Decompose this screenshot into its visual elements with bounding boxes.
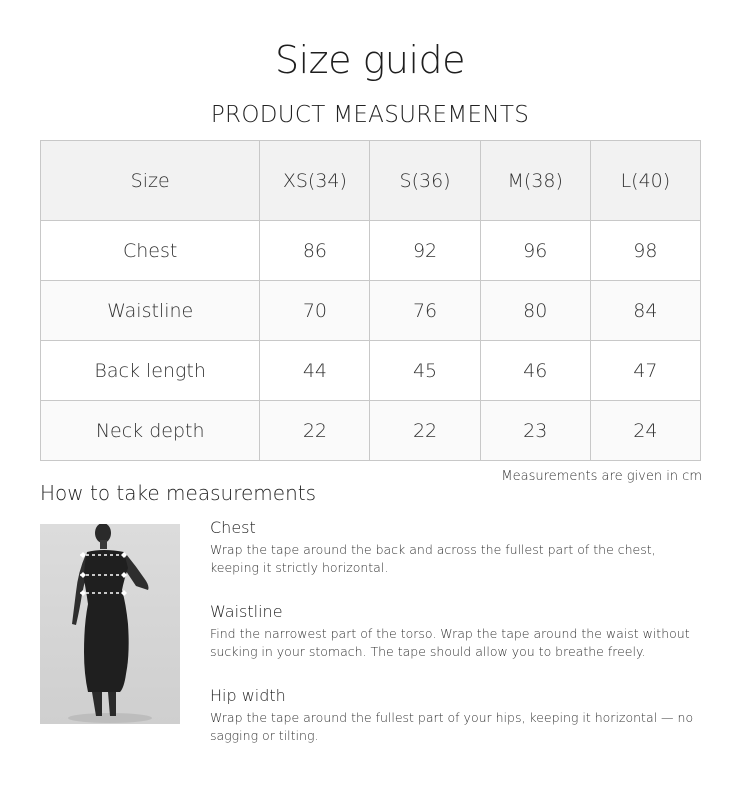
table-row xyxy=(41,281,701,341)
table-cell: 23 xyxy=(480,401,590,461)
table-cell: 92 xyxy=(370,221,480,281)
measure-title: Waistline xyxy=(210,602,283,621)
table-header-cell: Size xyxy=(41,141,260,221)
table-header-cell: M(38) xyxy=(480,141,590,221)
row-label: Chest xyxy=(41,221,260,281)
measure-item-waistline xyxy=(210,603,706,661)
table-header-cell: L(40) xyxy=(590,141,700,221)
table-header-row xyxy=(41,141,701,221)
table-cell: 44 xyxy=(260,341,370,401)
table-cell: 86 xyxy=(260,221,370,281)
row-label: Waistline xyxy=(41,281,260,341)
table-cell: 24 xyxy=(590,401,700,461)
measure-description: Find the narrowest part of the torso. Wrap the tape around the waist without sucking in your stomach. The tape should allow you to breathe freely. xyxy=(210,626,690,659)
row-label: Neck depth xyxy=(41,401,260,461)
table-cell: 76 xyxy=(370,281,480,341)
table-cell: 47 xyxy=(590,341,700,401)
table-row xyxy=(41,401,701,461)
table-cell: 22 xyxy=(260,401,370,461)
measure-description: Wrap the tape around the fullest part of your hips, keeping it horizontal — no sagging or tilting. xyxy=(210,710,694,743)
table-cell: 98 xyxy=(590,221,700,281)
measure-item-chest xyxy=(210,519,706,577)
measure-item-hip-width xyxy=(210,687,706,745)
table-cell: 46 xyxy=(480,341,590,401)
table-cell: 70 xyxy=(260,281,370,341)
measure-title: Hip width xyxy=(210,686,286,705)
dress-model-icon xyxy=(40,524,180,724)
section-title: PRODUCT MEASUREMENTS xyxy=(210,102,530,128)
table-cell: 84 xyxy=(590,281,700,341)
table-cell: 22 xyxy=(370,401,480,461)
size-table xyxy=(40,140,701,461)
units-note: Measurements are given in cm xyxy=(501,469,702,484)
table-cell: 80 xyxy=(480,281,590,341)
row-label: Back length xyxy=(41,341,260,401)
table-row xyxy=(41,341,701,401)
table-row xyxy=(41,221,701,281)
dress-model-measurement-illustration xyxy=(40,524,180,724)
table-cell: 96 xyxy=(480,221,590,281)
measure-title: Chest xyxy=(210,518,256,537)
how-to-title: How to take measurements xyxy=(40,481,317,505)
table-cell: 45 xyxy=(370,341,480,401)
table-header-cell: S(36) xyxy=(370,141,480,221)
table-header-cell: XS(34) xyxy=(260,141,370,221)
page-title: Size guide xyxy=(274,38,466,82)
measure-description: Wrap the tape around the back and across the fullest part of the chest, keeping it strictly horizontal. xyxy=(210,542,656,575)
